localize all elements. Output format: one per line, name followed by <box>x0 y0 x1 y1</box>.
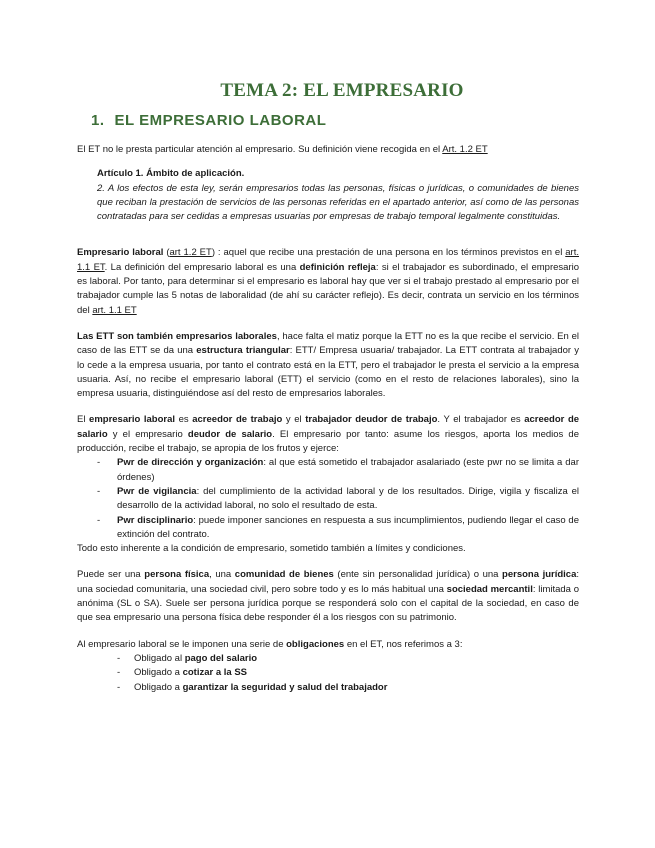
quote-text: 2. A los efectos de esta ley, serán empresarios todas las personas, físicas o jurídicas, o comunidades de bienes que reciban la prestación de servicios de las personas referidas en el apartado anterior, así como de las personas contratadas para ser cedidas a empresas usuarias por empresas de trabajo temporal legalmente constituidas. <box>97 182 579 223</box>
paragraph-obligaciones: Al empresario laboral se le imponen una serie de obligaciones en el ET, nos referimos a 3: <box>77 638 463 650</box>
article-reference: art 1.2 ET <box>169 247 212 259</box>
article-reference: art. 1.1 ET <box>92 304 137 316</box>
paragraph-empresario-laboral: Empresario laboral (art 1.2 ET) : aquel que recibe una prestación de una persona en los términos previstos en el art. 1.1 ET. La definición del empresario laboral es una definición refleja: si el trabajador es subordinado, el empresario es laboral. Por tanto, para determinar si el empresario es laboral hay que ver si el trabajo prestado al empresario por el trabajador cumple las 5 notas de laboralidad (de ahí su carácter reflejo). Es decir, contrata un servicio en los términos del art. 1.1 ET <box>77 247 580 316</box>
list-item: - Obligado a garantizar la seguridad y salud del trabajador <box>77 681 579 695</box>
list-item: - Pwr de vigilancia: del cumplimiento de la actividad laboral y de los resultados. Dirige, vigila y fiscaliza el desarrollo de la actividad laboral, no solo el resultado de esta. <box>77 485 579 514</box>
intro-paragraph: El ET no le presta particular atención al empresario. Su definición viene recogida en el Art. 1.2 ET <box>77 144 488 155</box>
paragraph-closing-note: Todo esto inherente a la condición de empresario, sometido también a límites y condiciones. <box>77 543 466 555</box>
section-number: 1. <box>91 112 105 129</box>
article-reference: Art. 1.2 ET <box>442 144 488 155</box>
paragraph-ett: Las ETT son también empresarios laborales, hace falta el matiz porque la ETT no es la que recibe el servicio. En el caso de las ETT se da una estructura triangular: ETT/ Empresa usuaria/ trabajador. La ETT contrata al trabajador y lo cede a la empresa usuaria, por tanto el contrato está en la ETT, pero el trabajador le presta el servicio a la empresa usuaria. Así, no recibe el empresario laboral (ETT) el servicio (como en el resto de relaciones laborales), sino la empresa usuaria, distinguiéndose así del resto de empresarios laborales. <box>77 330 580 400</box>
section-label: EL EMPRESARIO LABORAL <box>114 112 327 129</box>
list-item: - Pwr de dirección y organización: al que está sometido el trabajador asalariado (este pwr no se limita a dar órdenes) <box>77 456 579 485</box>
paragraph-tipos-empresario: Puede ser una persona física, una comunidad de bienes (ente sin personalidad jurídica) o una persona jurídica: una sociedad comunitaria, una sociedad civil, pero sobre todo y es lo más habitual una sociedad mercantil: limitada o anónima (SL o SA). Suele ser persona jurídica porque se responderá solo con el capital de la sociedad, en caso de que sea empresario una persona física debe responder él a los riesgos con su patrimonio. <box>77 569 580 624</box>
paragraph-acreedor-deudor: El empresario laboral es acreedor de trabajo y el trabajador deudor de trabajo. Y el trabajador es acreedor de salario y el empresario deudor de salario. El empresario por tanto: asume los riesgos, aporta los medios de producción, recibe el trabajo, se apropia de los frutos y ejerce: <box>77 414 580 455</box>
list-item: - Obligado a cotizar a la SS <box>77 666 579 680</box>
document-title: TEMA 2: EL EMPRESARIO <box>220 80 464 101</box>
quoted-article <box>97 167 579 224</box>
list-item: - Obligado al pago del salario <box>77 652 579 666</box>
obligations-list <box>77 652 579 695</box>
list-item: - Pwr disciplinario: puede imponer sanciones en respuesta a sus incumplimientos, pudiendo llegar el caso de extinción del contrato. <box>77 514 579 543</box>
quote-heading: Artículo 1. Ámbito de aplicación. <box>97 168 245 180</box>
powers-list <box>77 456 579 542</box>
section-heading <box>91 112 579 129</box>
article-reference: art. 1.1 ET <box>77 247 579 273</box>
